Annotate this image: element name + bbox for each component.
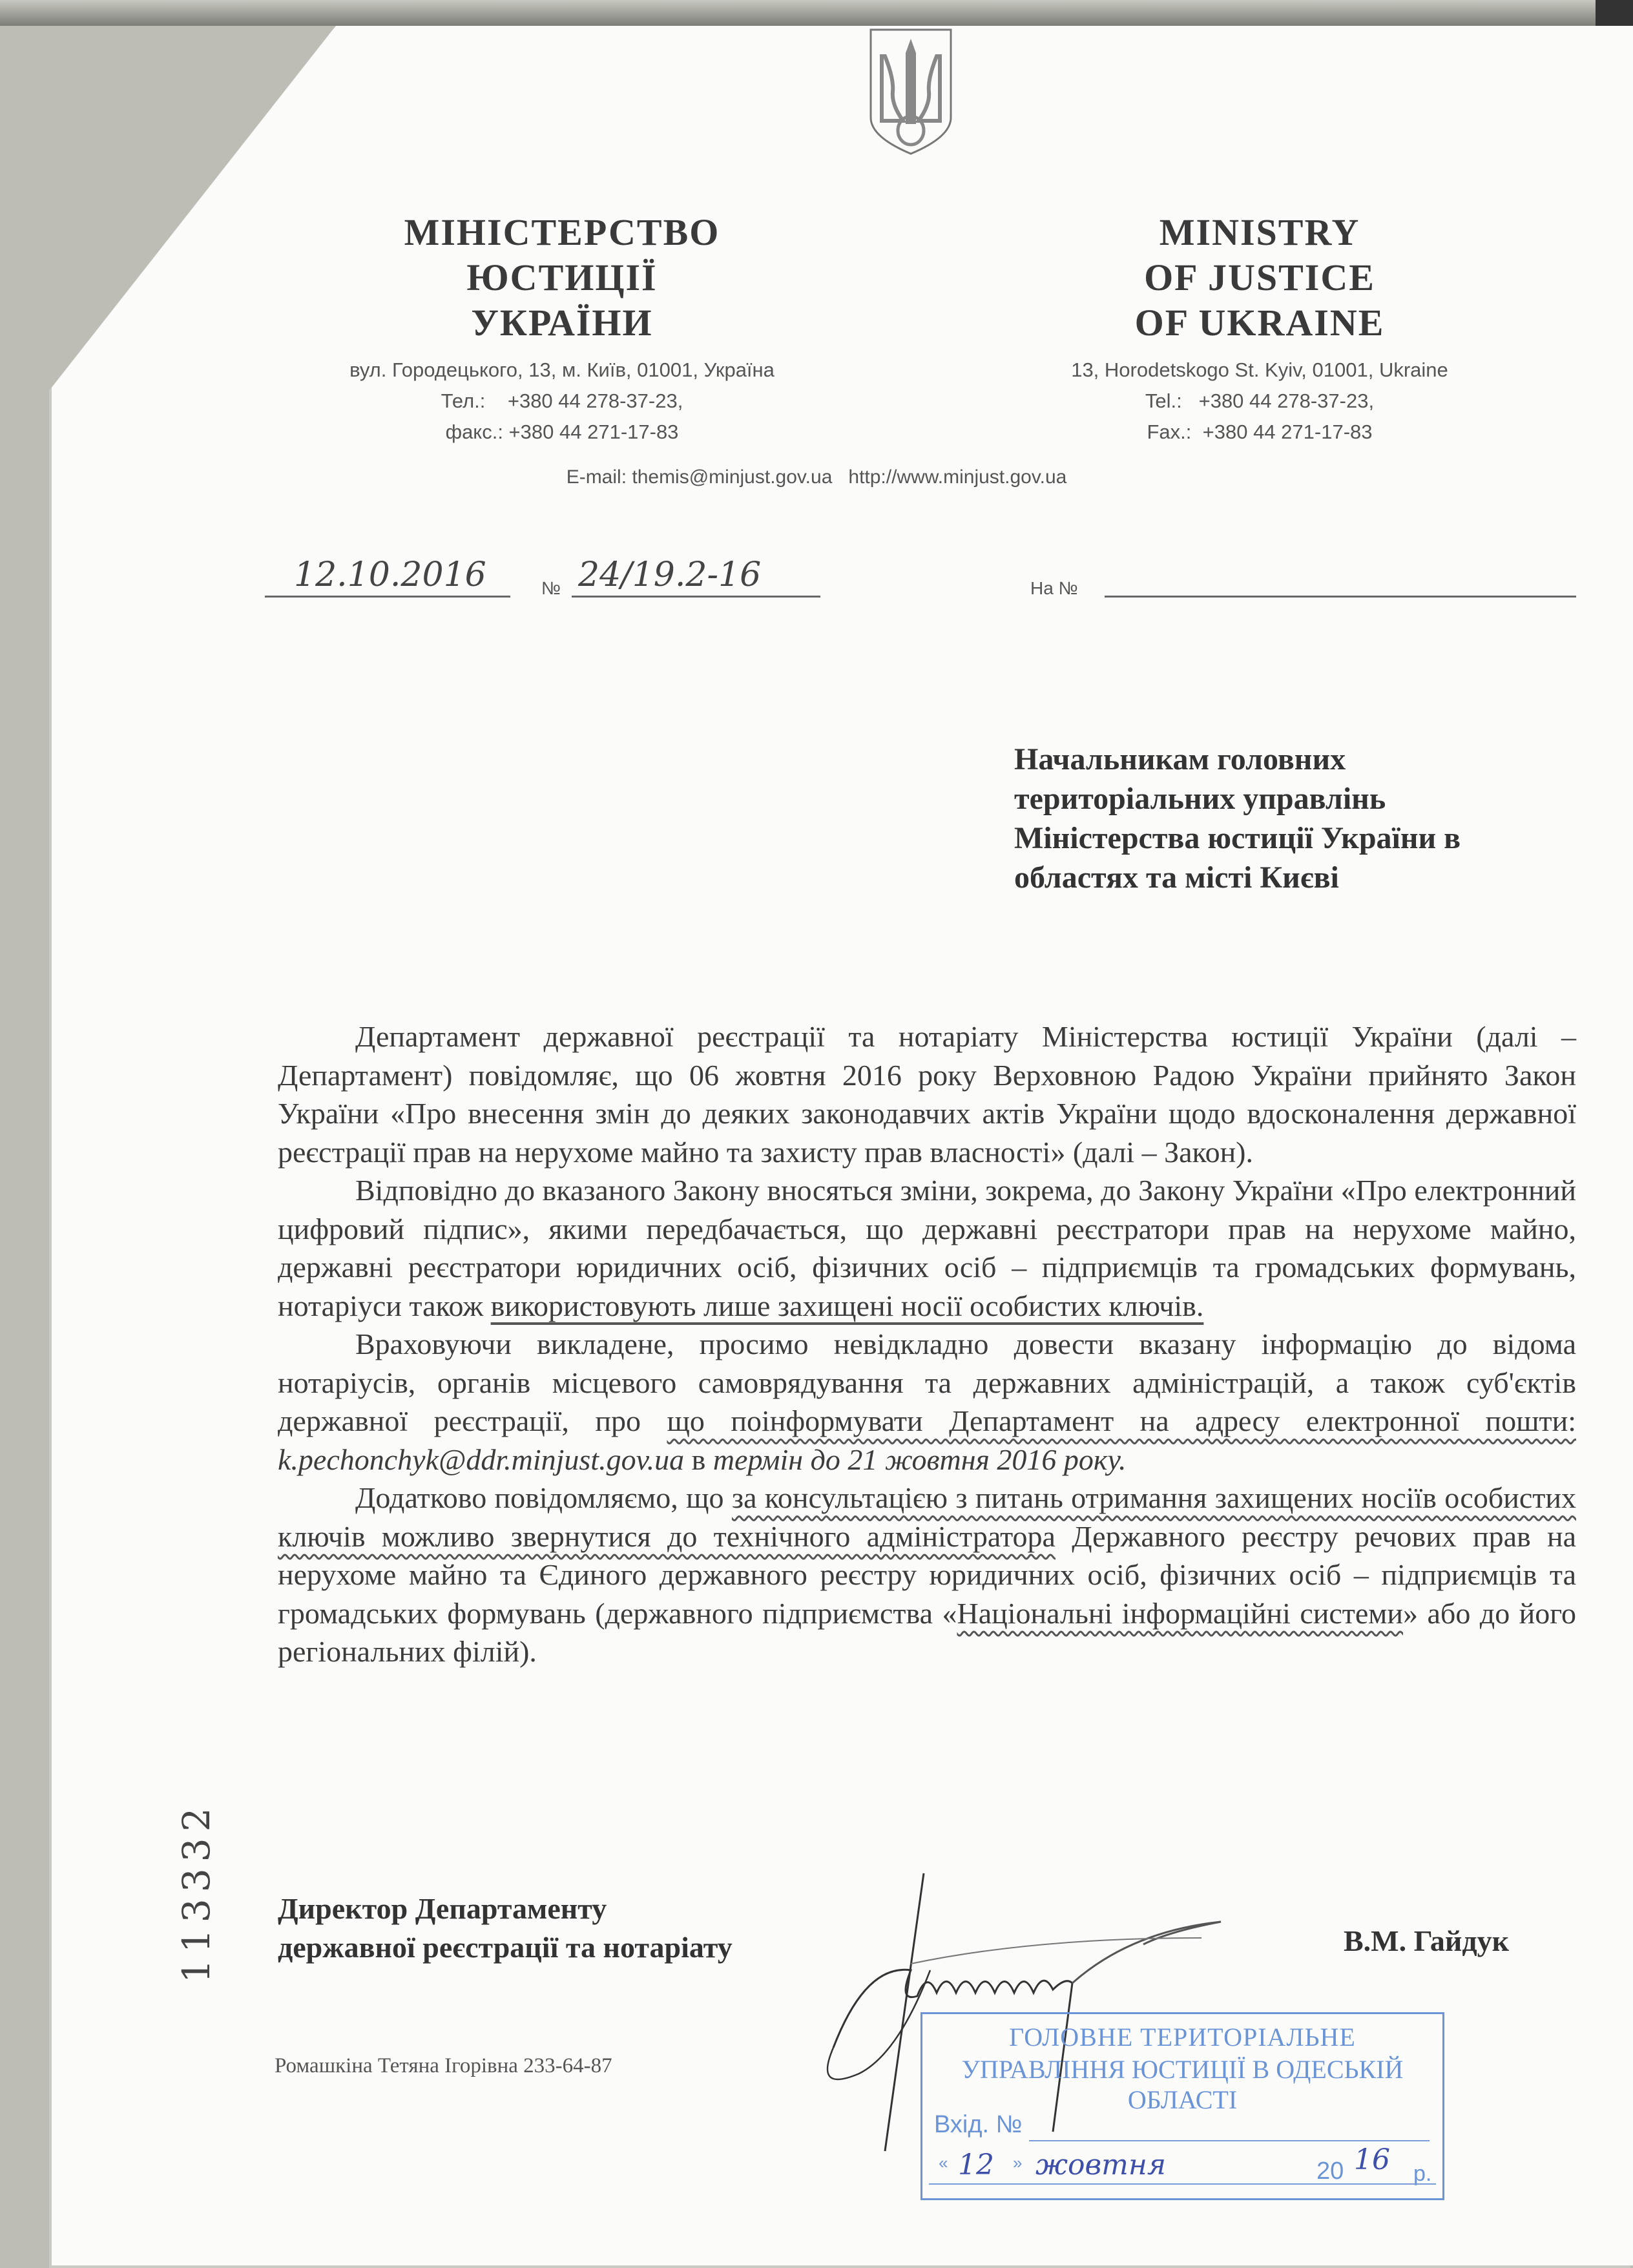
paragraph-4: Додатково повідомляємо, що за консультацією з питань отримання захищених носіїв особистих ключів можливо звернутися до технічного адміністратора Державного реєстру речових прав на нерухоме майно та Єдиного державного реєстру юридичних осіб, фізичних осіб – підприємців та громадських формувань (державного підприємства «Національні інформаційні системи» або до його регіональних філій). xyxy=(278,1481,1576,1668)
addressee-block: Начальникам головних територіальних управлінь Міністерства юстиції України в областях та місті Києві xyxy=(1014,742,1461,895)
outgoing-number: 24/19.2-16 xyxy=(578,556,762,594)
ministry-address-en: 13, Horodetskogo St. Kyiv, 01001, Ukraine Tel.: +380 44 278-37-23, Fax.: +380 44 271-17-83 xyxy=(1071,359,1448,443)
coat-of-arms-trident-icon xyxy=(866,27,956,156)
signatory-position: Директор Департаменту державної реєстрації та нотаріату xyxy=(278,1892,733,1964)
underlined-phrase: використовують лише захищені носії особистих ключів. xyxy=(490,1289,1204,1322)
letter-body xyxy=(278,1017,1576,1671)
stamp-year-suffix: 16 xyxy=(1354,2143,1390,2176)
contact-email-website: E-mail: themis@minjust.gov.ua http://www.minjust.gov.ua xyxy=(566,466,1067,488)
stamp-year-prefix: 20 xyxy=(1316,2158,1344,2185)
stamp-org-line-1: ГОЛОВНЕ ТЕРИТОРІАЛЬНЕ xyxy=(1009,2023,1356,2052)
stamp-incoming-label: Вхід. № xyxy=(934,2111,1023,2138)
stamp-year-label: р. xyxy=(1413,2161,1432,2186)
stamp-org-line-2: УПРАВЛІННЯ ЮСТИЦІЇ В ОДЕСЬКІЙ ОБЛАСТІ xyxy=(961,2055,1404,2114)
scanner-edge xyxy=(1596,0,1633,26)
reply-to-label: На № xyxy=(1030,578,1078,598)
stamp-month: жовтня xyxy=(1035,2148,1166,2181)
paragraph-2: Відповідно до вказаного Закону вносяться зміни, зокрема, до Закону України «Про електронний цифровий підпис», якими передбачається, що державні реєстратори прав на нерухоме майно, державні реєстратори юридичних осіб, фізичних осіб – підприємців та громадських формувань, нотаріуси також використовують лише захищені носії особистих ключів. xyxy=(278,1174,1576,1322)
deadline: термін до 21 жовтня 2016 року. xyxy=(712,1442,1127,1476)
paragraph-3: Враховуючи викладене, просимо невідкладно довести вказану інформацію до відома нотаріусів, органів місцевого самоврядування та державних адміністрацій, а також суб'єктів державної реєстрації, про що поінформувати Департамент на адресу електронної пошти: k.pechonchyk@ddr.minjust.gov.ua в термін до 21 жовтня 2016 року. xyxy=(278,1327,1576,1476)
stamp-day: 12 xyxy=(958,2148,994,2181)
stamp-close-quote: » xyxy=(1013,2153,1023,2172)
scanner-background xyxy=(0,0,1633,26)
ministry-name-ua: МІНІСТЕРСТВО ЮСТИЦІЇ УКРАЇНИ xyxy=(404,211,720,344)
letterhead-english xyxy=(969,210,1550,448)
letterhead-ukrainian xyxy=(271,210,853,448)
ministry-name-en: MINISTRY OF JUSTICE OF UKRAINE xyxy=(1134,211,1385,344)
contact-email-link[interactable]: k.pechonchyk@ddr.minjust.gov.ua xyxy=(278,1442,685,1476)
executor-contact: Ромашкіна Тетяна Ігорівна 233-64-87 xyxy=(275,2054,612,2077)
underlined-phrase: за консультацією з питань отримання захищених носіїв особистих ключів можливо звернутися до технічного адміністратора xyxy=(278,1481,1576,1553)
stamp-incoming-line xyxy=(1029,2140,1430,2141)
registration-side-number: 113332 xyxy=(174,1801,218,1983)
ministry-address-ua: вул. Городецького, 13, м. Київ, 01001, Україна Тел.: +380 44 278-37-23, факс.: +380 44 271-17-83 xyxy=(349,359,775,443)
date-line xyxy=(265,596,510,598)
incoming-registration-stamp xyxy=(921,2012,1444,2200)
stamp-date-line xyxy=(929,2183,1436,2185)
stamp-open-quote: « xyxy=(939,2153,948,2172)
paragraph-1: Департамент державної реєстрації та нотаріату Міністерства юстиції України (далі – Департамент) повідомляє, що 06 жовтня 2016 року Верховною Радою України прийнято Закон України «Про внесення змін до деяких законодавчих актів України щодо вдосконалення державної реєстрації прав на нерухоме майно та захисту прав власності» (далі – Закон). xyxy=(278,1020,1576,1169)
underlined-phrase: що поінформувати Департамент на адресу електронної пошти: xyxy=(667,1404,1576,1437)
number-label: № xyxy=(541,578,561,598)
underlined-phrase: Національні інформаційні системи xyxy=(957,1596,1404,1630)
reply-to-line xyxy=(1105,596,1576,598)
signatory-name: В.М. Гайдук xyxy=(1344,1924,1510,1957)
outgoing-date: 12.10.2016 xyxy=(294,556,486,594)
number-line xyxy=(572,596,820,598)
